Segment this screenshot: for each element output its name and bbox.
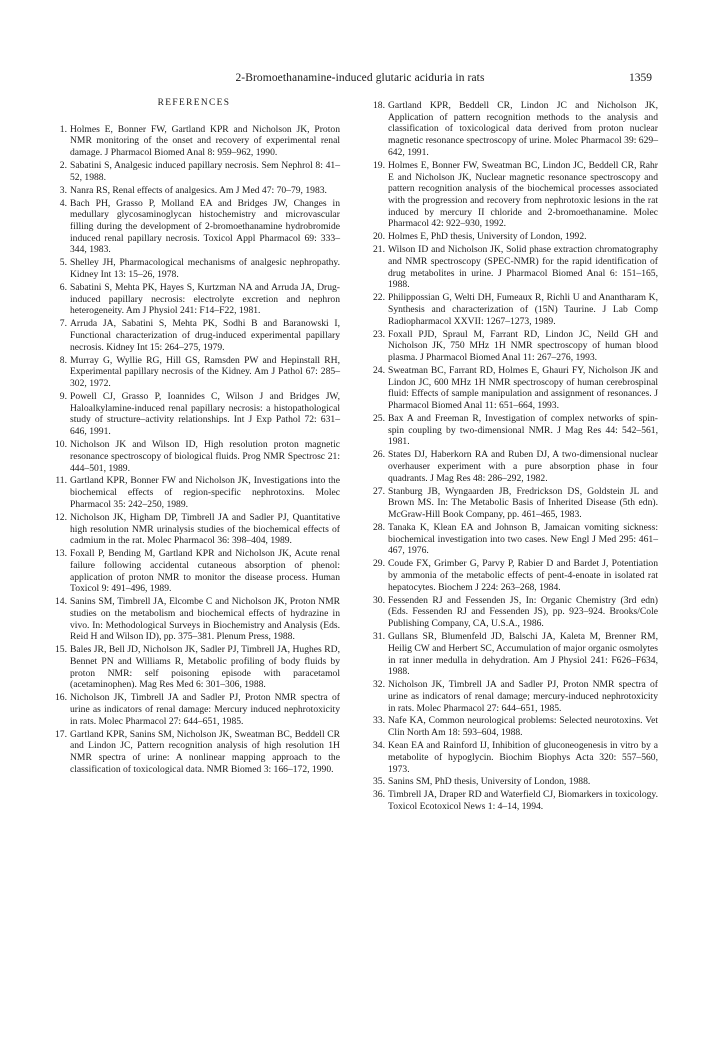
reference-item: [366, 486, 658, 521]
reference-text: Stanburg JB, Wyngaarden JB, Fredrickson DS, Goldstein JL and Brown MS. In: The Metabolic Basis of Inherited Disease (5th edn). McGraw-Hill Book Company, pp. 461–465, 1983.: [388, 485, 658, 521]
reference-list-right: [366, 100, 658, 813]
reference-text: Sabatini S, Mehta PK, Hayes S, Kurtzman NA and Arruda JA, Drug-induced papillary necrosis: electrolyte excretion and nephron heterogeneity. Am J Physiol 241: F14–F22, 1981.: [70, 282, 340, 317]
reference-item: [366, 449, 658, 484]
reference-number: 32.: [373, 679, 385, 691]
reference-item: [48, 475, 340, 510]
reference-text: Bales JR, Bell JD, Nicholson JK, Sadler PJ, Timbrell JA, Hughes RD, Bennet PN and Williams R, Metabolic profiling of body fluids by proton NMR: self poisoning episode with paracetamol (acetaminophen). Mag Res Med 6: 301–306, 1988.: [70, 644, 340, 691]
reference-number: 5.: [59, 257, 67, 269]
reference-item: [366, 789, 658, 812]
reference-number: 28.: [373, 522, 385, 534]
reference-item: [366, 776, 658, 788]
reference-number: 35.: [373, 776, 385, 788]
reference-number: 21.: [373, 244, 385, 256]
reference-item: [366, 413, 658, 448]
reference-item: [48, 729, 340, 776]
reference-number: 6.: [59, 282, 67, 293]
reference-number: 33.: [373, 715, 385, 727]
reference-text: Shelley JH, Pharmacological mechanisms of analgesic nephropathy. Kidney Int 13: 15–26, 1978.: [70, 257, 340, 281]
references-column-left: [48, 98, 340, 777]
reference-text: Gullans SR, Blumenfeld JD, Balschi JA, Kaleta M, Brenner RM, Heilig CW and Herbert SC, Accumulation of major organic osmolytes in rat inner medulla in dehydration. Am J Physiol 241: F626–F634, 1988.: [388, 631, 658, 678]
reference-text: Sabatini S, Analgesic induced papillary necrosis. Sem Nephrol 8: 41–52, 1988.: [70, 160, 340, 183]
reference-item: [48, 391, 340, 438]
reference-number: 19.: [373, 159, 385, 171]
reference-number: 4.: [59, 197, 67, 209]
reference-text: Nicholson JK, Timbrell JA and Sadler PJ, Proton NMR spectra of urine as indicators of renal damage; mercury-induced nephrotoxicity in rats. Molec Pharmacol 27: 644–651, 1985.: [388, 679, 658, 714]
references-heading: REFERENCES: [157, 98, 231, 108]
reference-number: 2.: [59, 160, 67, 172]
reference-item: [48, 282, 340, 317]
reference-text: Nicholson JK and Wilson ID, High resolution proton magnetic resonance spectroscopy of biological fluids. Prog NMR Spectrosc 21: 444–501, 1989.: [70, 439, 340, 474]
reference-item: [48, 596, 340, 643]
reference-item: [366, 365, 658, 412]
reference-item: [48, 355, 340, 390]
reference-item: [366, 244, 658, 291]
reference-text: Sweatman BC, Farrant RD, Holmes E, Ghauri FY, Nicholson JK and Lindon JC, 600 MHz 1H NMR spectroscopy of human cerebrospinal fluid: Effects of sample manipulation and assignment of resonances. J Pharmacol Biomed Anal 11: 651–664, 1993.: [388, 364, 658, 412]
reference-text: Arruda JA, Sabatini S, Mehta PK, Sodhi B and Baranowski I, Functional characterization of drug-induced experimental papillary necrosis. Kidney Int 15: 264–275, 1979.: [70, 318, 340, 353]
reference-number: 29.: [373, 558, 385, 570]
reference-text: Sanins SM, PhD thesis, University of London, 1988.: [388, 776, 591, 788]
reference-number: 14.: [55, 596, 67, 608]
running-title: 2-Bromoethanamine-induced glutaric aciduria in rats: [235, 72, 485, 84]
reference-text: Tanaka K, Klean EA and Johnson B, Jamaican vomiting sickness: biochemical investigation into two cases. New Engl J Med 295: 461–467, 1976.: [388, 522, 658, 557]
reference-text: Kean EA and Rainford IJ, Inhibition of gluconeogenesis in vitro by a metabolite of hypoglycin. Biochim Biophys Acta 320: 557–560, 1973.: [388, 740, 658, 775]
reference-text: Coude FX, Grimber G, Parvy P, Rabier D and Bardet J, Potentiation by ammonia of the metabolic effects of pent-4-enoate in isolated rat hepatocytes. Biochem J 224: 263–268, 1984.: [388, 558, 658, 593]
reference-number: 18.: [373, 100, 385, 111]
reference-text: Gartland KPR, Sanins SM, Nicholson JK, Sweatman BC, Beddell CR and Lindon JC, Pattern recognition analysis of high resolution 1H NMR spectra of urine: A nonlinear mapping approach to the classification of toxicological data. NMR Biomed 3: 166–172, 1990.: [70, 728, 340, 775]
reference-item: [366, 631, 658, 678]
reference-number: 24.: [373, 364, 385, 376]
reference-number: 9.: [59, 391, 67, 403]
reference-text: Nicholson JK, Timbrell JA and Sadler PJ, Proton NMR spectra of urine as indicators of renal damage: Mercury induced nephrotoxicity in rats. Molec Pharmacol 27: 644–651, 1985.: [70, 692, 340, 727]
reference-number: 34.: [373, 740, 385, 752]
reference-text: Timbrell JA, Draper RD and Waterfield CJ, Biomarkers in toxicology. Toxicol Ecotoxicol News 1: 4–14, 1994.: [388, 789, 658, 813]
reference-number: 16.: [55, 692, 67, 704]
reference-text: Wilson ID and Nicholson JK, Solid phase extraction chromatography and NMR spectroscopy (SPEC-NMR) for the rapid identification of drug metabolites in urine. J Pharmacol Biomed Anal 6: 151–165, 1988.: [388, 244, 658, 291]
reference-item: [366, 522, 658, 557]
reference-number: 12.: [55, 511, 67, 523]
reference-text: Murray G, Wyllie RG, Hill GS, Ramsden PW and Hepinstall RH, Experimental papillary necrosis of the Kidney. Am J Pathol 67: 285–302, 1972.: [70, 354, 340, 390]
reference-text: Holmes E, PhD thesis, University of London, 1992.: [388, 231, 587, 243]
reference-number: 31.: [373, 631, 385, 643]
page-number: 1359: [629, 72, 652, 84]
reference-text: Philippossian G, Welti DH, Fumeaux R, Richli U and Anantharam K, Synthesis and characterization of (15N) Taurine. J Lab Comp Radiopharmacol XXVII: 1267–1273, 1989.: [388, 292, 658, 327]
reference-number: 17.: [55, 728, 67, 740]
reference-number: 15.: [55, 644, 67, 656]
reference-text: Bax A and Freeman R, Investigation of complex networks of spin-spin coupling by two-dimensional NMR. J Mag Res 44: 542–561, 1981.: [388, 413, 658, 448]
reference-text: Sanins SM, Timbrell JA, Elcombe C and Nicholson JK, Proton NMR studies on the metabolism and biochemical effects of hydrazine in vivo. In: Methodological Surveys in Biochemistry and Analysis (Eds. Reid H and Wilson ID), pp. 375–381. Plenum Press, 1988.: [70, 596, 340, 643]
reference-item: [48, 644, 340, 691]
reference-item: [48, 185, 340, 197]
reference-number: 8.: [59, 354, 67, 366]
reference-number: 23.: [373, 328, 385, 340]
reference-item: [48, 512, 340, 547]
reference-item: [48, 692, 340, 727]
reference-item: [366, 679, 658, 714]
reference-list-left: [48, 124, 340, 776]
reference-number: 10.: [55, 439, 67, 451]
reference-text: Gartland KPR, Beddell CR, Lindon JC and Nicholson JK, Application of pattern recognition methods to the analysis and classification of toxicological data derived from proton nuclear magnetic resonance spectroscopy of urine. Molec Pharmacol 39: 629–642, 1991.: [388, 100, 658, 158]
reference-item: [48, 548, 340, 595]
reference-item: [366, 740, 658, 775]
reference-text: Fessenden RJ and Fessenden JS, In: Organic Chemistry (3rd edn) (Eds. Fessenden RJ and Fessenden JS), pp. 923–924. Brooks/Cole Publishing Company, CA, U.S.A., 1986.: [388, 594, 658, 630]
reference-text: States DJ, Haberkorn RA and Ruben DJ, A two-dimensional nuclear overhauser experiment with a pure absorption phase in four quadrants. J Mag Res 48: 286–292, 1982.: [388, 449, 658, 484]
reference-item: [366, 595, 658, 630]
reference-item: [366, 231, 658, 243]
references-column-right: [366, 100, 658, 814]
reference-number: 36.: [373, 789, 385, 801]
reference-item: [366, 715, 658, 738]
reference-item: [366, 558, 658, 593]
reference-number: 22.: [373, 292, 385, 304]
reference-text: Bach PH, Grasso P, Molland EA and Bridges JW, Changes in medullary glycosaminoglycan histochemistry and microvascular filling during the development of 2-bromoethanamine hydrobromide induced renal papillary necrosis. Toxicol Appl Pharmacol 69: 333–344, 1983.: [70, 197, 340, 256]
reference-number: 26.: [373, 449, 385, 461]
reference-text: Holmes E, Bonner FW, Gartland KPR and Nicholson JK, Proton NMR monitoring of the onset and recovery of experimental renal damage. J Pharmacol Biomed Anal 8: 959–962, 1990.: [70, 123, 340, 159]
reference-item: [48, 439, 340, 474]
reference-text: Powell CJ, Grasso P, Ioannides C, Wilson J and Bridges JW, Haloalkylamine-induced renal papillary necrosis: a histopathological study of structure–activity relationships. Int J Exp Pathol 72: 631–646, 1991.: [70, 391, 340, 438]
reference-number: 13.: [55, 548, 67, 560]
reference-item: [366, 292, 658, 327]
reference-number: 30.: [373, 594, 385, 606]
reference-number: 7.: [59, 318, 67, 330]
reference-item: [48, 124, 340, 159]
reference-item: [48, 160, 340, 183]
reference-item: [366, 329, 658, 364]
reference-text: Gartland KPR, Bonner FW and Nicholson JK, Investigations into the biochemical effects of region-specific nephrotoxins. Molec Pharmacol 35: 242–250, 1989.: [70, 475, 340, 510]
reference-number: 20.: [373, 231, 385, 243]
reference-number: 1.: [59, 123, 67, 135]
reference-text: Nafe KA, Common neurological problems: Selected neurotoxins. Vet Clin North Am 18: 593–604, 1988.: [388, 715, 658, 739]
reference-number: 27.: [373, 485, 385, 497]
reference-number: 25.: [373, 413, 385, 424]
reference-text: Foxall PJD, Spraul M, Farrant RD, Lindon JC, Neild GH and Nicholson JK, 750 MHz 1H NMR spectroscopy of human blood plasma. J Pharmacol Biomed Anal 11: 267–276, 1993.: [388, 328, 658, 364]
reference-text: Foxall P, Bending M, Gartland KPR and Nicholson JK, Acute renal failure following accidental cutaneous absorption of phenol: application of proton NMR to monitor the disease process. Human Toxicol 9: 491–496, 1989.: [70, 548, 340, 595]
reference-number: 11.: [55, 475, 67, 487]
reference-text: Holmes E, Bonner FW, Sweatman BC, Lindon JC, Beddell CR, Rahr E and Nicholson JK, Nuclear magnetic resonance spectroscopy and pattern recognition analysis of the biochemical processes associated with the progression and recovery from nephrotoxic lesions in the rat induced by mercury II chloride and 2-bromoethanamine. Molec Pharmacol 42: 922–930, 1992.: [388, 159, 658, 230]
reference-item: [48, 198, 340, 257]
reference-text: Nicholson JK, Higham DP, Timbrell JA and Sadler PJ, Quantitative high resolution NMR urinalysis studies of the biochemical effects of cadmium in the rat. Molec Pharmacol 36: 398–404, 1989.: [70, 511, 340, 547]
reference-number: 3.: [59, 184, 67, 196]
reference-item: [48, 257, 340, 280]
reference-item: [48, 318, 340, 353]
reference-item: [366, 160, 658, 230]
reference-text: Nanra RS, Renal effects of analgesics. Am J Med 47: 70–79, 1983.: [70, 184, 327, 196]
reference-item: [366, 100, 658, 159]
